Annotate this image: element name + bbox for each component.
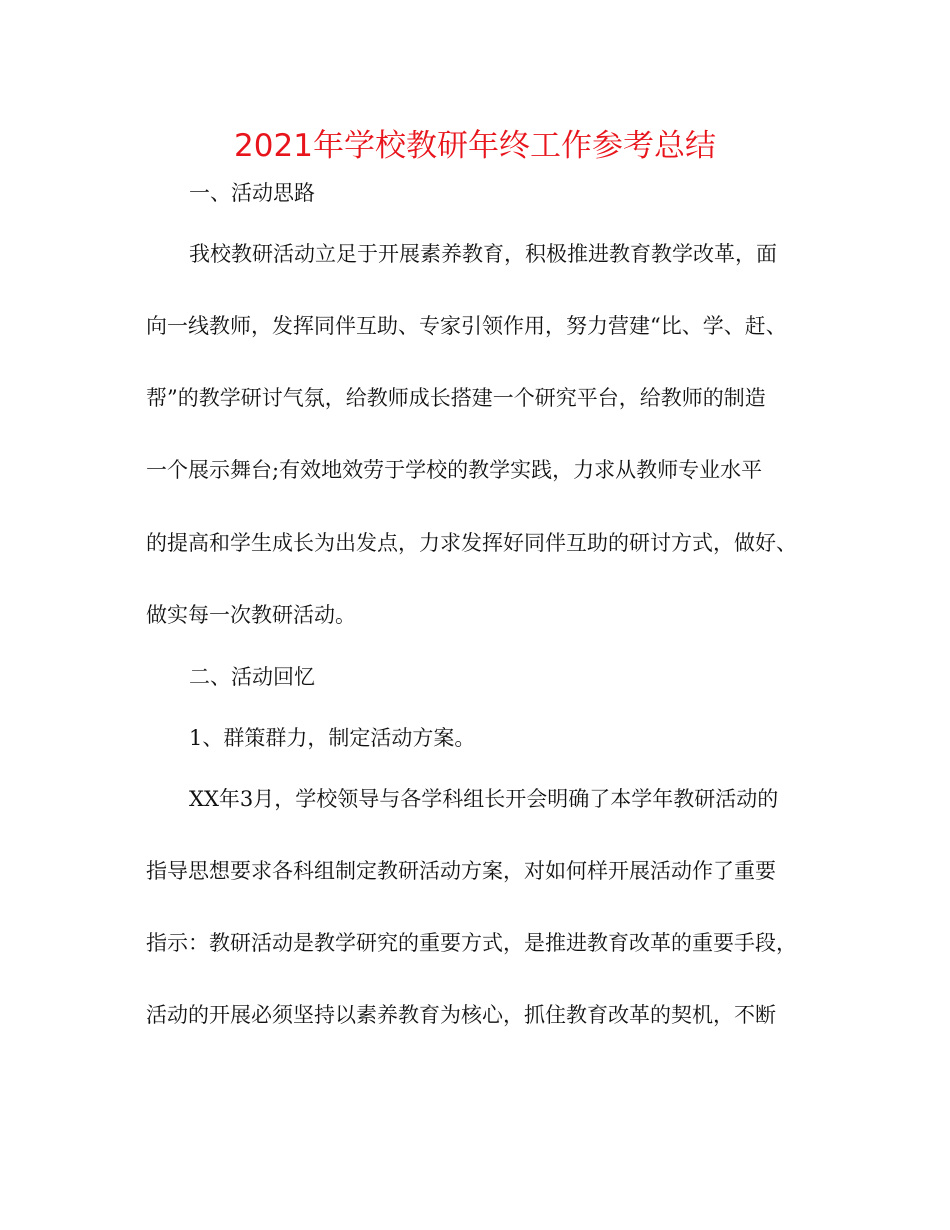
subheading-plan: 1、群策群力，制定活动方案。 <box>189 726 476 750</box>
paragraph-line: 一个展示舞台;有效地效劳于学校的教学实践，力求从教师专业水平 <box>146 458 763 482</box>
paragraph-line: 帮”的教学研讨气氛，给教师成长搭建一个研究平台，给教师的制造 <box>146 386 766 410</box>
section-heading-activity-ideas: 一、活动思路 <box>189 181 315 205</box>
document-title: 2021年学校教研年终工作参考总结 <box>234 128 716 164</box>
paragraph-line: 指导思想要求各科组制定教研活动方案，对如何样开展活动作了重要 <box>146 859 776 883</box>
section-heading-activity-review: 二、活动回忆 <box>189 665 315 689</box>
paragraph-line: 的提高和学生成长为出发点，力求发挥好同伴互助的研讨方式，做好、 <box>146 531 797 555</box>
paragraph-line: 活动的开展必须坚持以素养教育为核心，抓住教育改革的契机，不断 <box>146 1003 776 1027</box>
paragraph-line: 指示：教研活动是教学研究的重要方式，是推进教育改革的重要手段， <box>146 931 797 955</box>
paragraph-line: 向一线教师，发挥同伴互助、专家引领作用，努力营建“比、学、赶、 <box>146 314 787 338</box>
paragraph-line: XX年3月，学校领导与各学科组长开会明确了本学年教研活动的 <box>189 787 779 811</box>
paragraph-line: 我校教研活动立足于开展素养教育，积极推进教育教学改革，面 <box>189 242 777 266</box>
paragraph-line: 做实每一次教研活动。 <box>146 603 356 627</box>
